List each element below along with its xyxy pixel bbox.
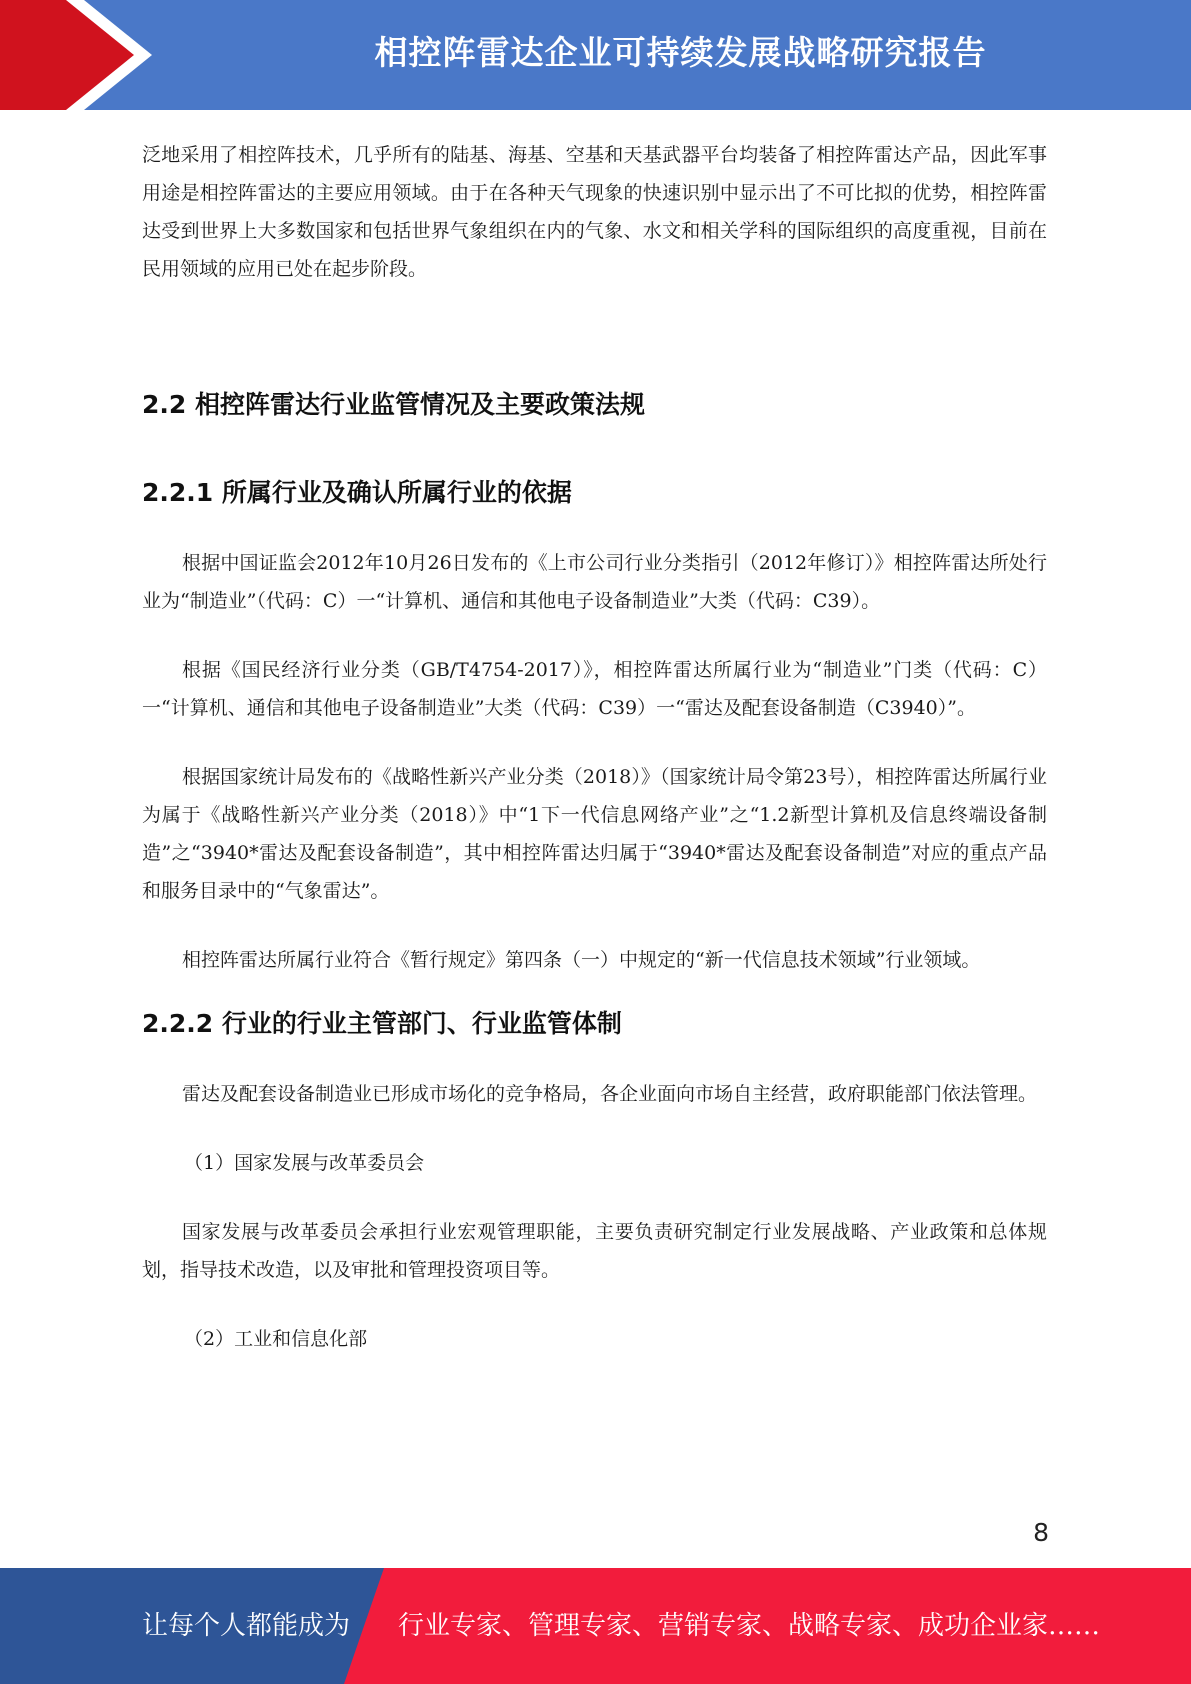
paragraph-industry-regulation: 相控阵雷达所属行业符合《暂行规定》第四条（一）中规定的“新一代信息技术领域”行业领域。 bbox=[182, 949, 981, 971]
page-footer bbox=[0, 1568, 1191, 1684]
footer-slogan-right: 行业专家、管理专家、营销专家、战略专家、成功企业家…… bbox=[398, 1611, 1101, 1641]
header-arrow-decoration bbox=[0, 0, 160, 110]
paragraph-market-structure: 雷达及配套设备制造业已形成市场化的竞争格局，各企业面向市场自主经营，政府职能部门依法管理。 bbox=[182, 1083, 1038, 1105]
page-number: 8 bbox=[1033, 1518, 1049, 1547]
section-heading-2-2-2: 2.2.2 行业的行业主管部门、行业监管体制 bbox=[142, 1009, 622, 1038]
paragraph-industry-national: 根据《国民经济行业分类（GB/T4754-2017）》，相控阵雷达所属行业为“制造业”门类（代码：C）一“计算机、通信和其他电子设备制造业”大类（代码：C39）一“雷达及配套设备制造（C3940）”。 bbox=[142, 659, 1047, 719]
paragraph-ndrc-duties: 国家发展与改革委员会承担行业宏观管理职能，主要负责研究制定行业发展战略、产业政策和总体规划，指导技术改造，以及审批和管理投资项目等。 bbox=[142, 1221, 1047, 1281]
section-heading-2-2-1: 2.2.1 所属行业及确认所属行业的依据 bbox=[142, 478, 572, 507]
list-item-ndrc: （1）国家发展与改革委员会 bbox=[184, 1152, 425, 1174]
page-content bbox=[142, 136, 1047, 1358]
page-header bbox=[0, 0, 1191, 110]
section-heading-2-2: 2.2 相控阵雷达行业监管情况及主要政策法规 bbox=[142, 390, 645, 419]
intro-paragraph: 泛地采用了相控阵技术，几乎所有的陆基、海基、空基和天基武器平台均装备了相控阵雷达产品，因此军事用途是相控阵雷达的主要应用领域。由于在各种天气现象的快速识别中显示出了不可比拟的优势，相控阵雷达受到世界上大多数国家和包括世界气象组织在内的气象、水文和相关学科的国际组织的高度重视，目前在民用领域的应用已处在起步阶段。 bbox=[142, 144, 1047, 280]
report-title: 相控阵雷达企业可持续发展战略研究报告 bbox=[374, 33, 987, 72]
paragraph-industry-strategic: 根据国家统计局发布的《战略性新兴产业分类（2018）》（国家统计局令第23号），相控阵雷达所属行业为属于《战略性新兴产业分类（2018）》中“1下一代信息网络产业”之“1.2新型计算机及信息终端设备制造”之“3940*雷达及配套设备制造”，其中相控阵雷达归属于“3940*雷达及配套设备制造”对应的重点产品和服务目录中的“气象雷达”。 bbox=[142, 766, 1047, 902]
paragraph-industry-csrc: 根据中国证监会2012年10月26日发布的《上市公司行业分类指引（2012年修订）》相控阵雷达所处行业为“制造业”（代码：C）一“计算机、通信和其他电子设备制造业”大类（代码：C39）。 bbox=[142, 552, 1047, 612]
footer-slogan-left: 让每个人都能成为 bbox=[142, 1611, 351, 1641]
list-item-miit: （2）工业和信息化部 bbox=[184, 1328, 368, 1350]
